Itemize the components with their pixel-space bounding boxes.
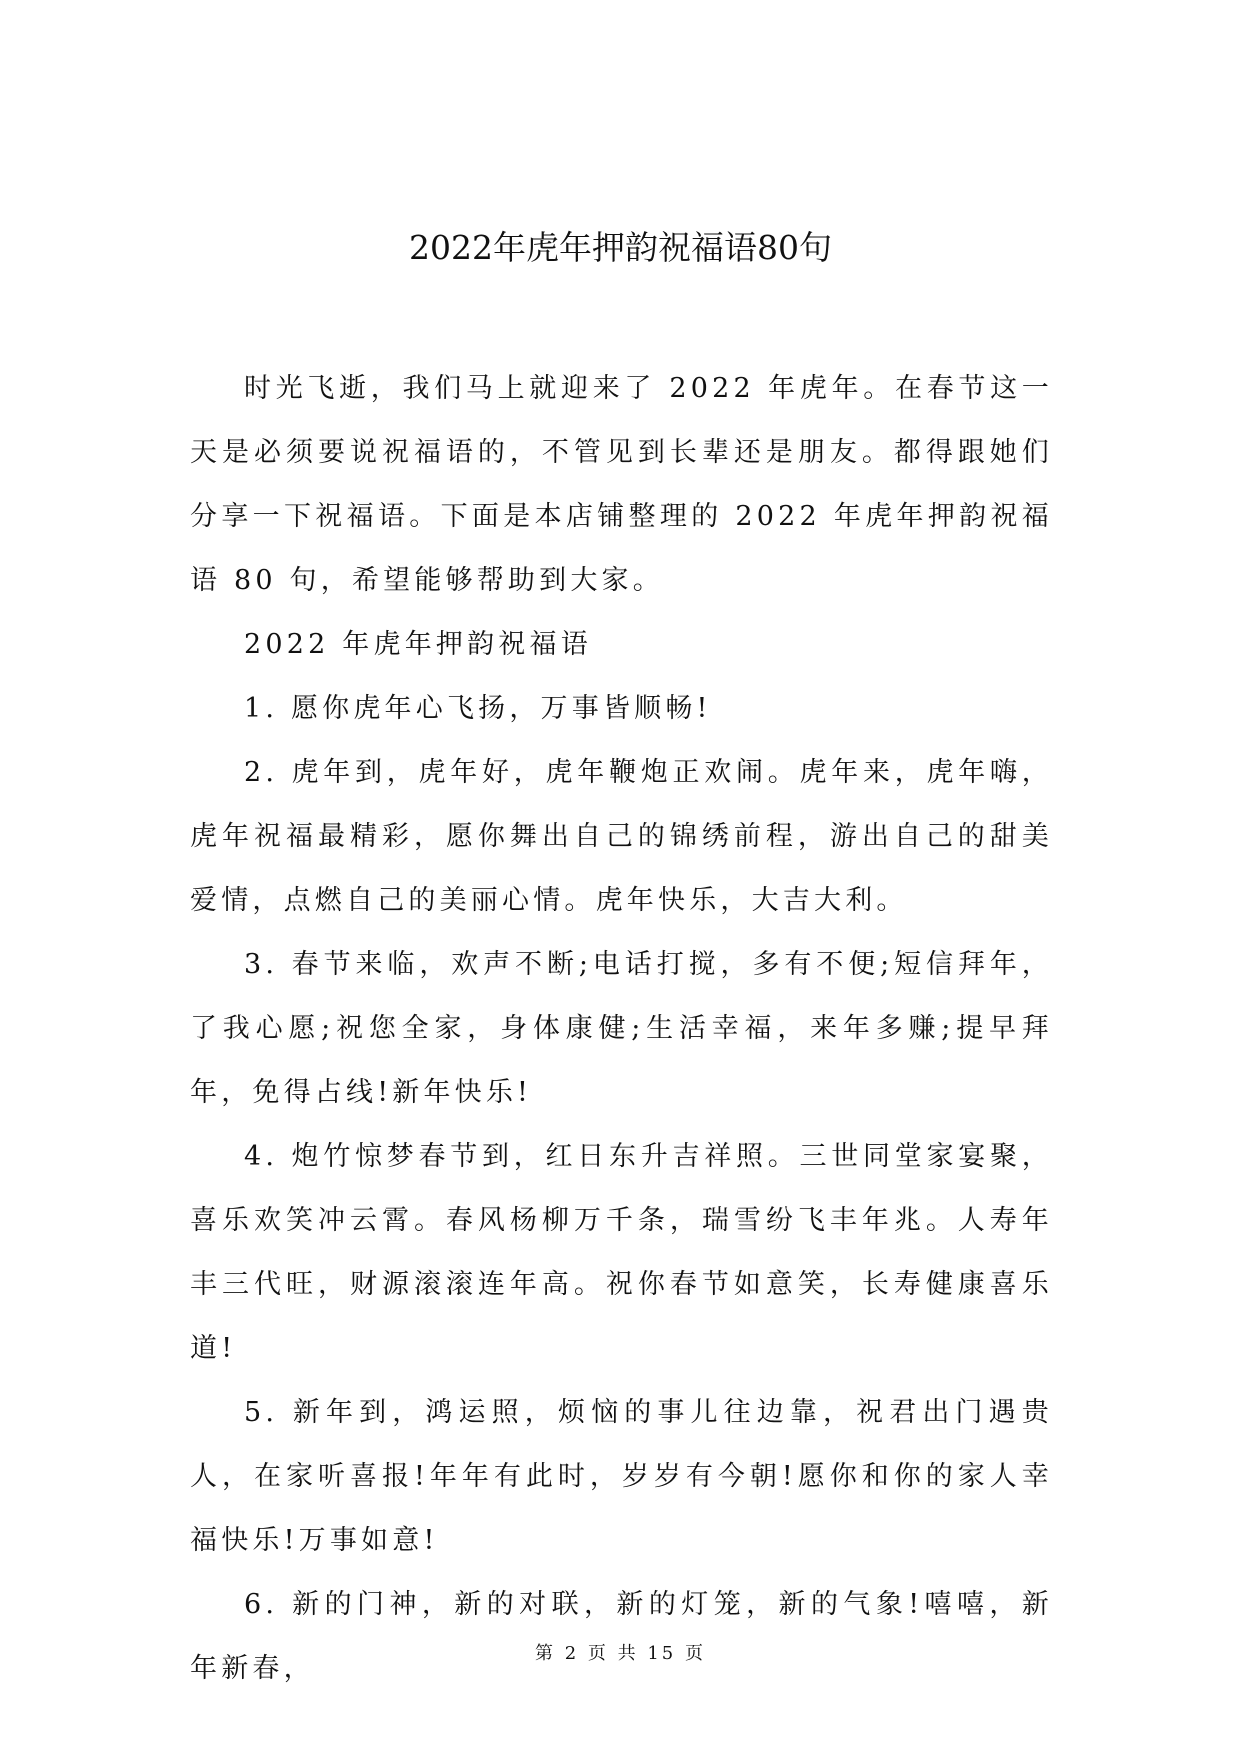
paragraph-subheading: 2022 年虎年押韵祝福语 — [244, 629, 592, 660]
paragraph-intro: 时光飞逝，我们马上就迎来了 2022 年虎年。在春节这一天是必须要说祝福语的，不管见到长辈还是朋友。都得跟她们分享一下祝福语。下面是本店铺整理的 2022 年虎年押韵祝福语 80 句，希望能够帮助到大家。 — [190, 373, 1053, 596]
document-title: 2022年虎年押韵祝福语80句 — [409, 228, 832, 267]
paragraph-item-1: 1. 愿你虎年心飞扬，万事皆顺畅! — [244, 693, 712, 724]
paragraph-item-5: 5. 新年到，鸿运照，烦恼的事儿往边靠，祝君出门遇贵人，在家听喜报!年年有此时，岁岁有今朝!愿你和你的家人幸福快乐!万事如意! — [190, 1397, 1053, 1556]
paragraph-item-3: 3. 春节来临，欢声不断;电话打搅，多有不便;短信拜年，了我心愿;祝您全家，身体康健;生活幸福，来年多赚;提早拜年，免得占线!新年快乐! — [190, 949, 1053, 1108]
paragraph-item-6: 6. 新的门神，新的对联，新的灯笼，新的气象!嘻嘻，新年新春， — [190, 1589, 1053, 1684]
document-body — [190, 357, 1053, 1701]
page-number-footer: 第 2 页 共 15 页 — [535, 1643, 706, 1664]
paragraph-item-2: 2. 虎年到，虎年好，虎年鞭炮正欢闹。虎年来，虎年嗨，虎年祝福最精彩，愿你舞出自己的锦绣前程，游出自己的甜美爱情，点燃自己的美丽心情。虎年快乐，大吉大利。 — [190, 757, 1053, 916]
paragraph-item-4: 4. 炮竹惊梦春节到，红日东升吉祥照。三世同堂家宴聚，喜乐欢笑冲云霄。春风杨柳万千条，瑞雪纷飞丰年兆。人寿年丰三代旺，财源滚滚连年高。祝你春节如意笑，长寿健康喜乐道! — [190, 1141, 1053, 1364]
